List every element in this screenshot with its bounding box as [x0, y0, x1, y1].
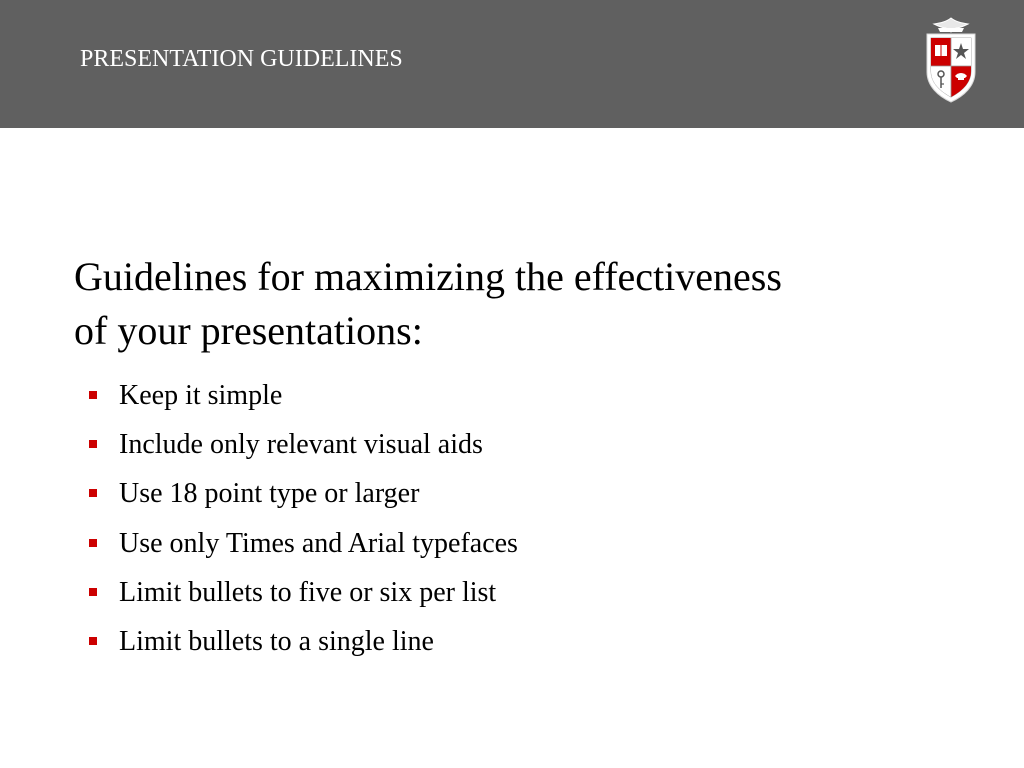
list-item: [0, 425, 1024, 474]
bullet-text: Use only Times and Arial typefaces: [119, 527, 518, 559]
square-bullet-icon: [89, 588, 97, 596]
bullet-text: Keep it simple: [119, 380, 283, 411]
heading-line-1: Guidelines for maximizing the effectiveness: [74, 254, 782, 299]
list-item: [0, 622, 1024, 671]
square-bullet-icon: [89, 539, 97, 547]
list-item: [0, 474, 1024, 523]
square-bullet-icon: [89, 489, 97, 497]
list-item: [0, 573, 1024, 622]
square-bullet-icon: [89, 637, 97, 645]
bullet-list: [0, 376, 1024, 671]
square-bullet-icon: [89, 391, 97, 399]
square-bullet-icon: [89, 440, 97, 448]
heading-line-2: of your presentations:: [74, 308, 423, 353]
bullet-text: Limit bullets to a single line: [119, 625, 434, 657]
bullet-text: Limit bullets to five or six per list: [119, 576, 497, 608]
bullet-text: Include only relevant visual aids: [119, 429, 483, 461]
list-item: [0, 376, 1024, 425]
university-shield-logo-icon: [918, 16, 984, 106]
slide-header: [0, 0, 1024, 128]
slide-heading: [74, 250, 934, 358]
list-item: [0, 524, 1024, 573]
header-title: PRESENTATION GUIDELINES: [80, 46, 403, 72]
bullet-text: Use 18 point type or larger: [119, 478, 420, 510]
